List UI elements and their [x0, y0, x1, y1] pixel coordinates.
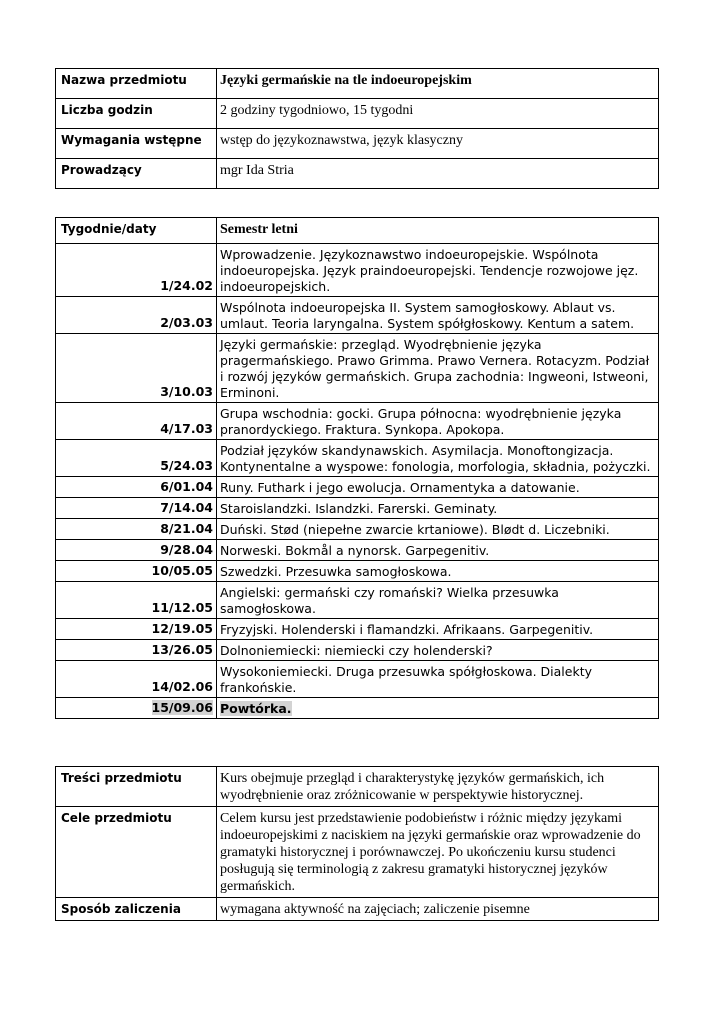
- table-row: [56, 619, 659, 640]
- week-date: 12/19.05: [56, 619, 217, 640]
- info-row-name: [56, 69, 659, 99]
- week-topic-review: [217, 698, 659, 719]
- week-topic: Staroislandzki. Islandzki. Farerski. Geminaty.: [217, 498, 659, 519]
- table-row: [56, 244, 659, 297]
- table-row: [56, 440, 659, 477]
- table-row: [56, 661, 659, 698]
- schedule-header-weeks: Tygodnie/daty: [56, 218, 217, 244]
- week-date: 13/26.05: [56, 640, 217, 661]
- week-topic: Angielski: germański czy romański? Wielka przesuwka samogłoskowa.: [217, 582, 659, 619]
- info-value: 2 godziny tygodniowo, 15 tygodni: [217, 99, 659, 129]
- course-label: Sposób zaliczenia: [56, 898, 217, 921]
- info-row-prerequisites: [56, 129, 659, 159]
- week-topic: Wspólnota indoeuropejska II. System samogłoskowy. Ablaut vs. umlaut. Teoria laryngalna. System spółgłoskowy. Kentum a satem.: [217, 297, 659, 334]
- week-date: 1/24.02: [56, 244, 217, 297]
- week-topic: Języki germańskie: przegląd. Wyodrębnienie języka pragermańskiego. Prawo Grimma. Prawo Vernera. Rotacyzm. Podział i rozwój języków germańskich. Grupa zachodnia: Ingweoni, Istweoni, Erminoni.: [217, 334, 659, 403]
- info-label: Prowadzący: [56, 159, 217, 189]
- course-value: wymagana aktywność na zajęciach; zaliczenie pisemne: [217, 898, 659, 921]
- course-label: Treści przedmiotu: [56, 767, 217, 807]
- table-row: [56, 519, 659, 540]
- week-topic: Dolnoniemiecki: niemiecki czy holenderski?: [217, 640, 659, 661]
- week-date: 14/02.06: [56, 661, 217, 698]
- table-row: [56, 334, 659, 403]
- info-label: Nazwa przedmiotu: [56, 69, 217, 99]
- course-description-table: [55, 766, 659, 921]
- info-value: Języki germańskie na tle indoeuropejskim: [217, 69, 659, 99]
- week-date: 9/28.04: [56, 540, 217, 561]
- table-row: [56, 540, 659, 561]
- week-date: 5/24.03: [56, 440, 217, 477]
- course-row-content: [56, 767, 659, 807]
- week-date: 4/17.03: [56, 403, 217, 440]
- course-info-table: [55, 68, 659, 189]
- week-date: 10/05.05: [56, 561, 217, 582]
- info-label: Liczba godzin: [56, 99, 217, 129]
- schedule-header: [56, 218, 659, 244]
- schedule-table: [55, 217, 659, 719]
- table-row: [56, 561, 659, 582]
- highlighted-topic: Powtórka.: [220, 701, 292, 716]
- table-row: [56, 582, 659, 619]
- highlighted-date: 15/09.06: [151, 700, 213, 715]
- table-row: [56, 640, 659, 661]
- course-value: Celem kursu jest przedstawienie podobieństw i różnic między językami indoeuropejskimi z naciskiem na języki germańskie oraz wprowadzenie do gramatyki historycznej i porównawczej. Po ukończeniu kursu studenci posługują się terminologią z zakresu gramatyki historycznej języków germańskich.: [217, 807, 659, 898]
- week-topic: Norweski. Bokmål a nynorsk. Garpegenitiv.: [217, 540, 659, 561]
- table-row: [56, 403, 659, 440]
- info-row-lecturer: [56, 159, 659, 189]
- week-date: 6/01.04: [56, 477, 217, 498]
- week-topic: Szwedzki. Przesuwka samogłoskowa.: [217, 561, 659, 582]
- week-topic: Runy. Futhark i jego ewolucja. Ornamentyka a datowanie.: [217, 477, 659, 498]
- table-row: [56, 477, 659, 498]
- info-value: wstęp do językoznawstwa, język klasyczny: [217, 129, 659, 159]
- week-date: 2/03.03: [56, 297, 217, 334]
- table-row: [56, 297, 659, 334]
- week-topic: Fryzyjski. Holenderski i flamandzki. Afrikaans. Garpegenitiv.: [217, 619, 659, 640]
- course-value: Kurs obejmuje przegląd i charakterystykę języków germańskich, ich wyodrębnienie oraz zróżnicowanie w perspektywie historycznej.: [217, 767, 659, 807]
- week-date: 8/21.04: [56, 519, 217, 540]
- week-topic: Grupa wschodnia: gocki. Grupa północna: wyodrębnienie języka pranordyckiego. Fraktura. Synkopa. Apokopa.: [217, 403, 659, 440]
- info-row-hours: [56, 99, 659, 129]
- course-row-assessment: [56, 898, 659, 921]
- table-row: [56, 498, 659, 519]
- info-label: Wymagania wstępne: [56, 129, 217, 159]
- week-date: 11/12.05: [56, 582, 217, 619]
- week-topic: Podział języków skandynawskich. Asymilacja. Monoftongizacja. Kontynentalne a wyspowe: fonologia, morfologia, składnia, pożyczki.: [217, 440, 659, 477]
- info-value: mgr Ida Stria: [217, 159, 659, 189]
- week-topic: Wprowadzenie. Językoznawstwo indoeuropejskie. Wspólnota indoeuropejska. Język praindoeuropejski. Tendencje rozwojowe jęz. indoeuropejskich.: [217, 244, 659, 297]
- schedule-header-semester: Semestr letni: [217, 218, 659, 244]
- week-topic: Wysokoniemiecki. Druga przesuwka spółgłoskowa. Dialekty frankońskie.: [217, 661, 659, 698]
- week-date: 7/14.04: [56, 498, 217, 519]
- table-row: [56, 698, 659, 719]
- week-topic: Duński. Stød (niepełne zwarcie krtaniowe). Blødt d. Liczebniki.: [217, 519, 659, 540]
- course-label: Cele przedmiotu: [56, 807, 217, 898]
- course-row-goals: [56, 807, 659, 898]
- week-date: 3/10.03: [56, 334, 217, 403]
- week-date-review: [56, 698, 217, 719]
